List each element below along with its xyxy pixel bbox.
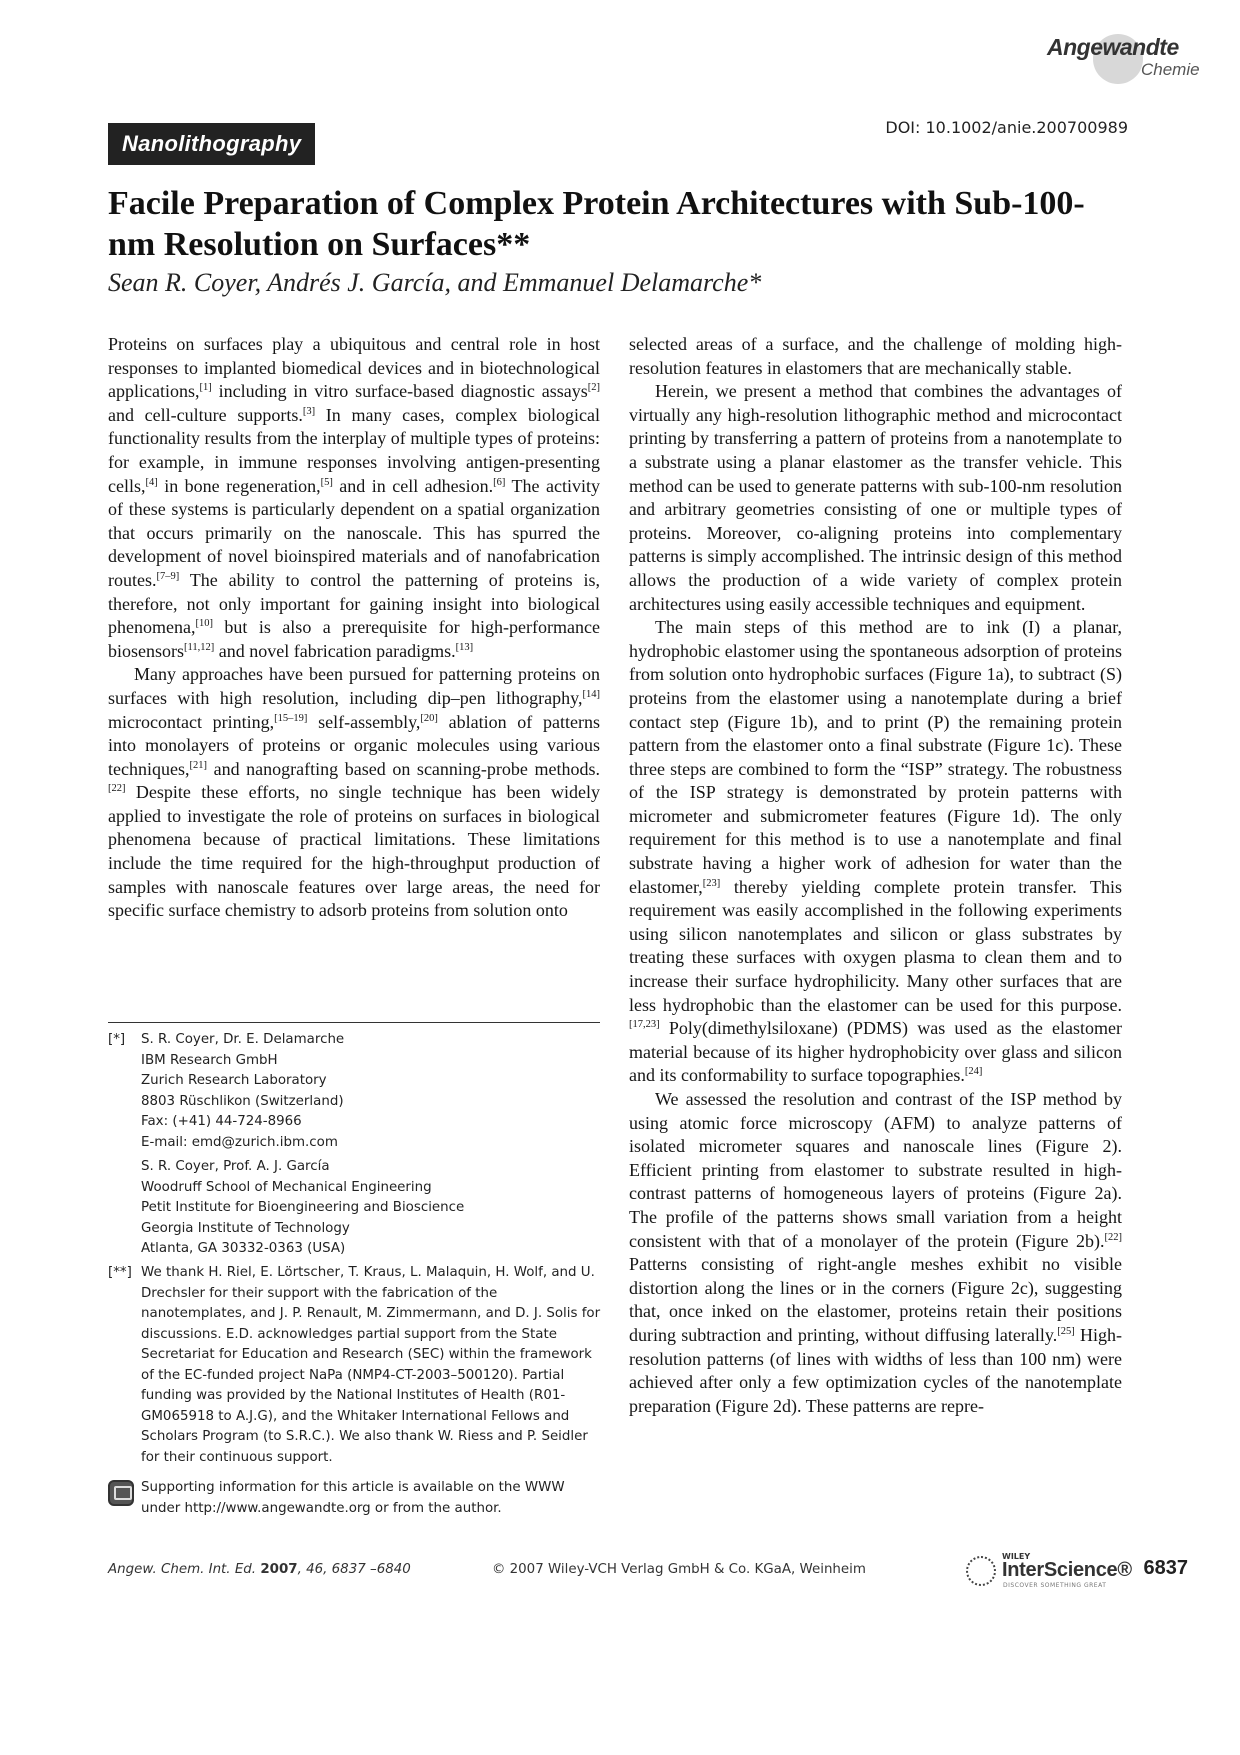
interscience-tagline: DISCOVER SOMETHING GREAT: [1003, 1582, 1107, 1589]
footnote-affiliation-2: [108, 1157, 604, 1260]
body-column-left: [108, 333, 600, 923]
paragraph: Proteins on surfaces play a ubiquitous and central role in host responses to implanted biomedical devices and in biotechnological applications,[1] including in vitro surface-based diagnostic assays[2] and cell-culture supports.[3] In many cases, complex biological functionality results from the interplay of multiple types of proteins: for example, in immune responses involving antigen-presenting cells,[4] in bone regeneration,[5] and in cell adhesion.[6] The activity of these systems is particularly dependent on a spatial organization that occurs primarily on the nanoscale. This has spurred the development of novel bioinspired materials and of nanofabrication routes.[7–9] The ability to control the patterning of proteins is, therefore, not only important for gaining insight into biological phenomena,[10] but is also a prerequisite for high-performance biosensors[11,12] and novel fabrication paradigms.[13]: [108, 334, 600, 661]
affiliation-line: IBM Research GmbH: [141, 1052, 278, 1068]
page-footer: [108, 1552, 1188, 1592]
logo-subtitle: Chemie: [1141, 60, 1200, 79]
footnote-acknowledgment: [108, 1263, 604, 1468]
interscience-logo: [966, 1552, 1146, 1590]
copyright-notice: © 2007 Wiley-VCH Verlag GmbH & Co. KGaA, Weinheim: [492, 1562, 866, 1577]
footnote-marker: [**]: [108, 1265, 132, 1280]
affiliation-line: Atlanta, GA 30332-0363 (USA): [141, 1241, 346, 1256]
paragraph: We assessed the resolution and contrast of the ISP method by using atomic force microscopy (AFM) to analyze patterns of isolated micrometer squares and nanoscale lines (Figure 2). Efficient printing from elastomer to substrate resulted in high-contrast patterns of homogeneous layers of proteins (Figure 2a). The profile of the patterns shows small variation from a height consistent with that of a monolayer of the protein (Figure 2b).[22] Patterns consisting of right-angle meshes exhibit no visible distortion along the lines or in the corners (Figure 2c), suggesting that, once inked on the elastomer, proteins retain their positions during subtraction and printing, without diffusing laterally.[25] High-resolution patterns (of lines with widths of less than 100 nm) were achieved after only a few optimization cycles of the nanotemplate preparation (Figure 2d). These patterns are repre-: [629, 1089, 1122, 1416]
paragraph: Herein, we present a method that combines the advantages of virtually any high-resolution lithographic method and microcontact printing by transferring a pattern of proteins from a nanotemplate to a substrate using a planar elastomer as the transfer vehicle. This method can be used to generate patterns with sub-100-nm resolution and arbitrary geometries consisting of one or multiple types of proteins. Moreover, co-aligning proteins into complementary patterns is simply accomplished. The intrinsic design of this method allows the production of a wide variety of complex protein architectures using easily accessible techniques and equipment.: [629, 381, 1122, 614]
journal-logo: [1035, 30, 1210, 90]
paragraph: selected areas of a surface, and the challenge of molding high-resolution features in elastomers that are mechanically stable.: [629, 334, 1122, 378]
interscience-wiley-label: WILEY: [1002, 1552, 1031, 1561]
footnote-affiliation-1: [108, 1030, 604, 1153]
paragraph: Many approaches have been pursued for patterning proteins on surfaces with high resolution, including dip–pen lithography,[14] microcontact printing,[15–19] self-assembly,[20] ablation of patterns into monolayers of proteins or organic molecules using various techniques,[21] and nanografting based on scanning-probe methods.[22] Despite these efforts, no single technique has been widely applied to investigate the role of proteins on surfaces in biological phenomena because of practical limitations. These limitations include the time required for the high-throughput production of samples with nanoscale features over large areas, the need for specific surface chemistry to adsorb proteins from solution onto: [108, 664, 600, 921]
computer-icon: [108, 1480, 134, 1506]
doi-label: DOI: 10.1002/anie.200700989: [885, 118, 1128, 137]
journal-name: Angew. Chem. Int. Ed.: [108, 1562, 257, 1577]
affiliation-line: Zurich Research Laboratory: [141, 1073, 327, 1088]
article-authors: Sean R. Coyer, Andrés J. García, and Emmanuel Delamarche*: [108, 268, 762, 297]
body-column-right: [629, 333, 1122, 1418]
logo-title: Angewandte: [1047, 34, 1179, 60]
interscience-globe-icon: [966, 1556, 996, 1586]
acknowledgment-text: We thank H. Riel, E. Lörtscher, T. Kraus, L. Malaquin, H. Wolf, and U. Drechsler for their support with the fabrication of the nanotemplates, and J. P. Renault, M. Zimmermann, and D. J. Solis for discussions. E.D. acknowledges partial support from the State Secretariat for Education and Research (SEC) within the framework of the EC-funded project NaPa (NMP4-CT-2003–500120). Partial funding was provided by the National Institutes of Health (R01-GM065918 to A.J.G), and the Whitaker International Fellows and Scholars Program (to S.R.C.). We also thank W. Riess and P. Seidler for their continuous support.: [141, 1265, 601, 1465]
footnote-divider: [108, 1022, 600, 1023]
journal-year: 2007: [260, 1562, 298, 1577]
affiliation-line: Georgia Institute of Technology: [141, 1220, 350, 1236]
affiliation-line: E-mail: emd@zurich.ibm.com: [141, 1134, 338, 1150]
journal-citation: [108, 1562, 411, 1577]
page-number: 6837: [1143, 1557, 1188, 1579]
supporting-info-note: [108, 1478, 604, 1519]
supporting-info-text: Supporting information for this article is available on the WWW under http://www.angewandte.org or from the author.: [141, 1480, 565, 1516]
footnote-marker: [*]: [108, 1032, 126, 1047]
interscience-name: InterScience®: [1002, 1559, 1132, 1581]
article-title: Facile Preparation of Complex Protein Architectures with Sub-100-nm Resolution on Surfaces**: [108, 185, 1085, 263]
section-tag: Nanolithography: [108, 123, 315, 165]
affiliation-line: 8803 Rüschlikon (Switzerland): [141, 1093, 344, 1109]
affiliation-line: Petit Institute for Bioengineering and Bioscience: [141, 1200, 465, 1215]
affiliation-line: S. R. Coyer, Prof. A. J. García: [141, 1159, 330, 1174]
affiliation-line: S. R. Coyer, Dr. E. Delamarche: [141, 1032, 345, 1047]
affiliation-line: Fax: (+41) 44-724-8966: [141, 1114, 302, 1129]
paragraph: The main steps of this method are to ink (I) a planar, hydrophobic elastomer using the spontaneous adsorption of proteins from solution onto hydrophobic surfaces (Figure 1a), to subtract (S) proteins from the elastomer using a nanotemplate during a brief contact step (Figure 1b), and to print (P) the remaining protein pattern from the elastomer onto a final substrate (Figure 1c). These three steps are combined to form the “ISP” strategy. The robustness of the ISP strategy is demonstrated by protein patterns with micrometer and submicrometer features (Figure 1d). The only requirement for this method is to use a nanotemplate and final substrate having a higher work of adhesion for water than the elastomer,[23] thereby yielding complete protein transfer. This requirement was easily accomplished in the following experiments using silicon nanotemplates and silicon or glass substrates by treating these surfaces with oxygen plasma to clean them and to increase their surface hydrophilicity. Many other surfaces that are less hydrophobic than the elastomer can be used for this purpose.[17,23] Poly(dimethylsiloxane) (PDMS) was used as the elastomer material because of its higher hydrophobicity over glass and silicon and its conformability to surface topographies.[24]: [629, 617, 1122, 1086]
affiliation-line: Woodruff School of Mechanical Engineering: [141, 1179, 432, 1195]
journal-volume-pages: , 46, 6837 –6840: [297, 1562, 411, 1577]
